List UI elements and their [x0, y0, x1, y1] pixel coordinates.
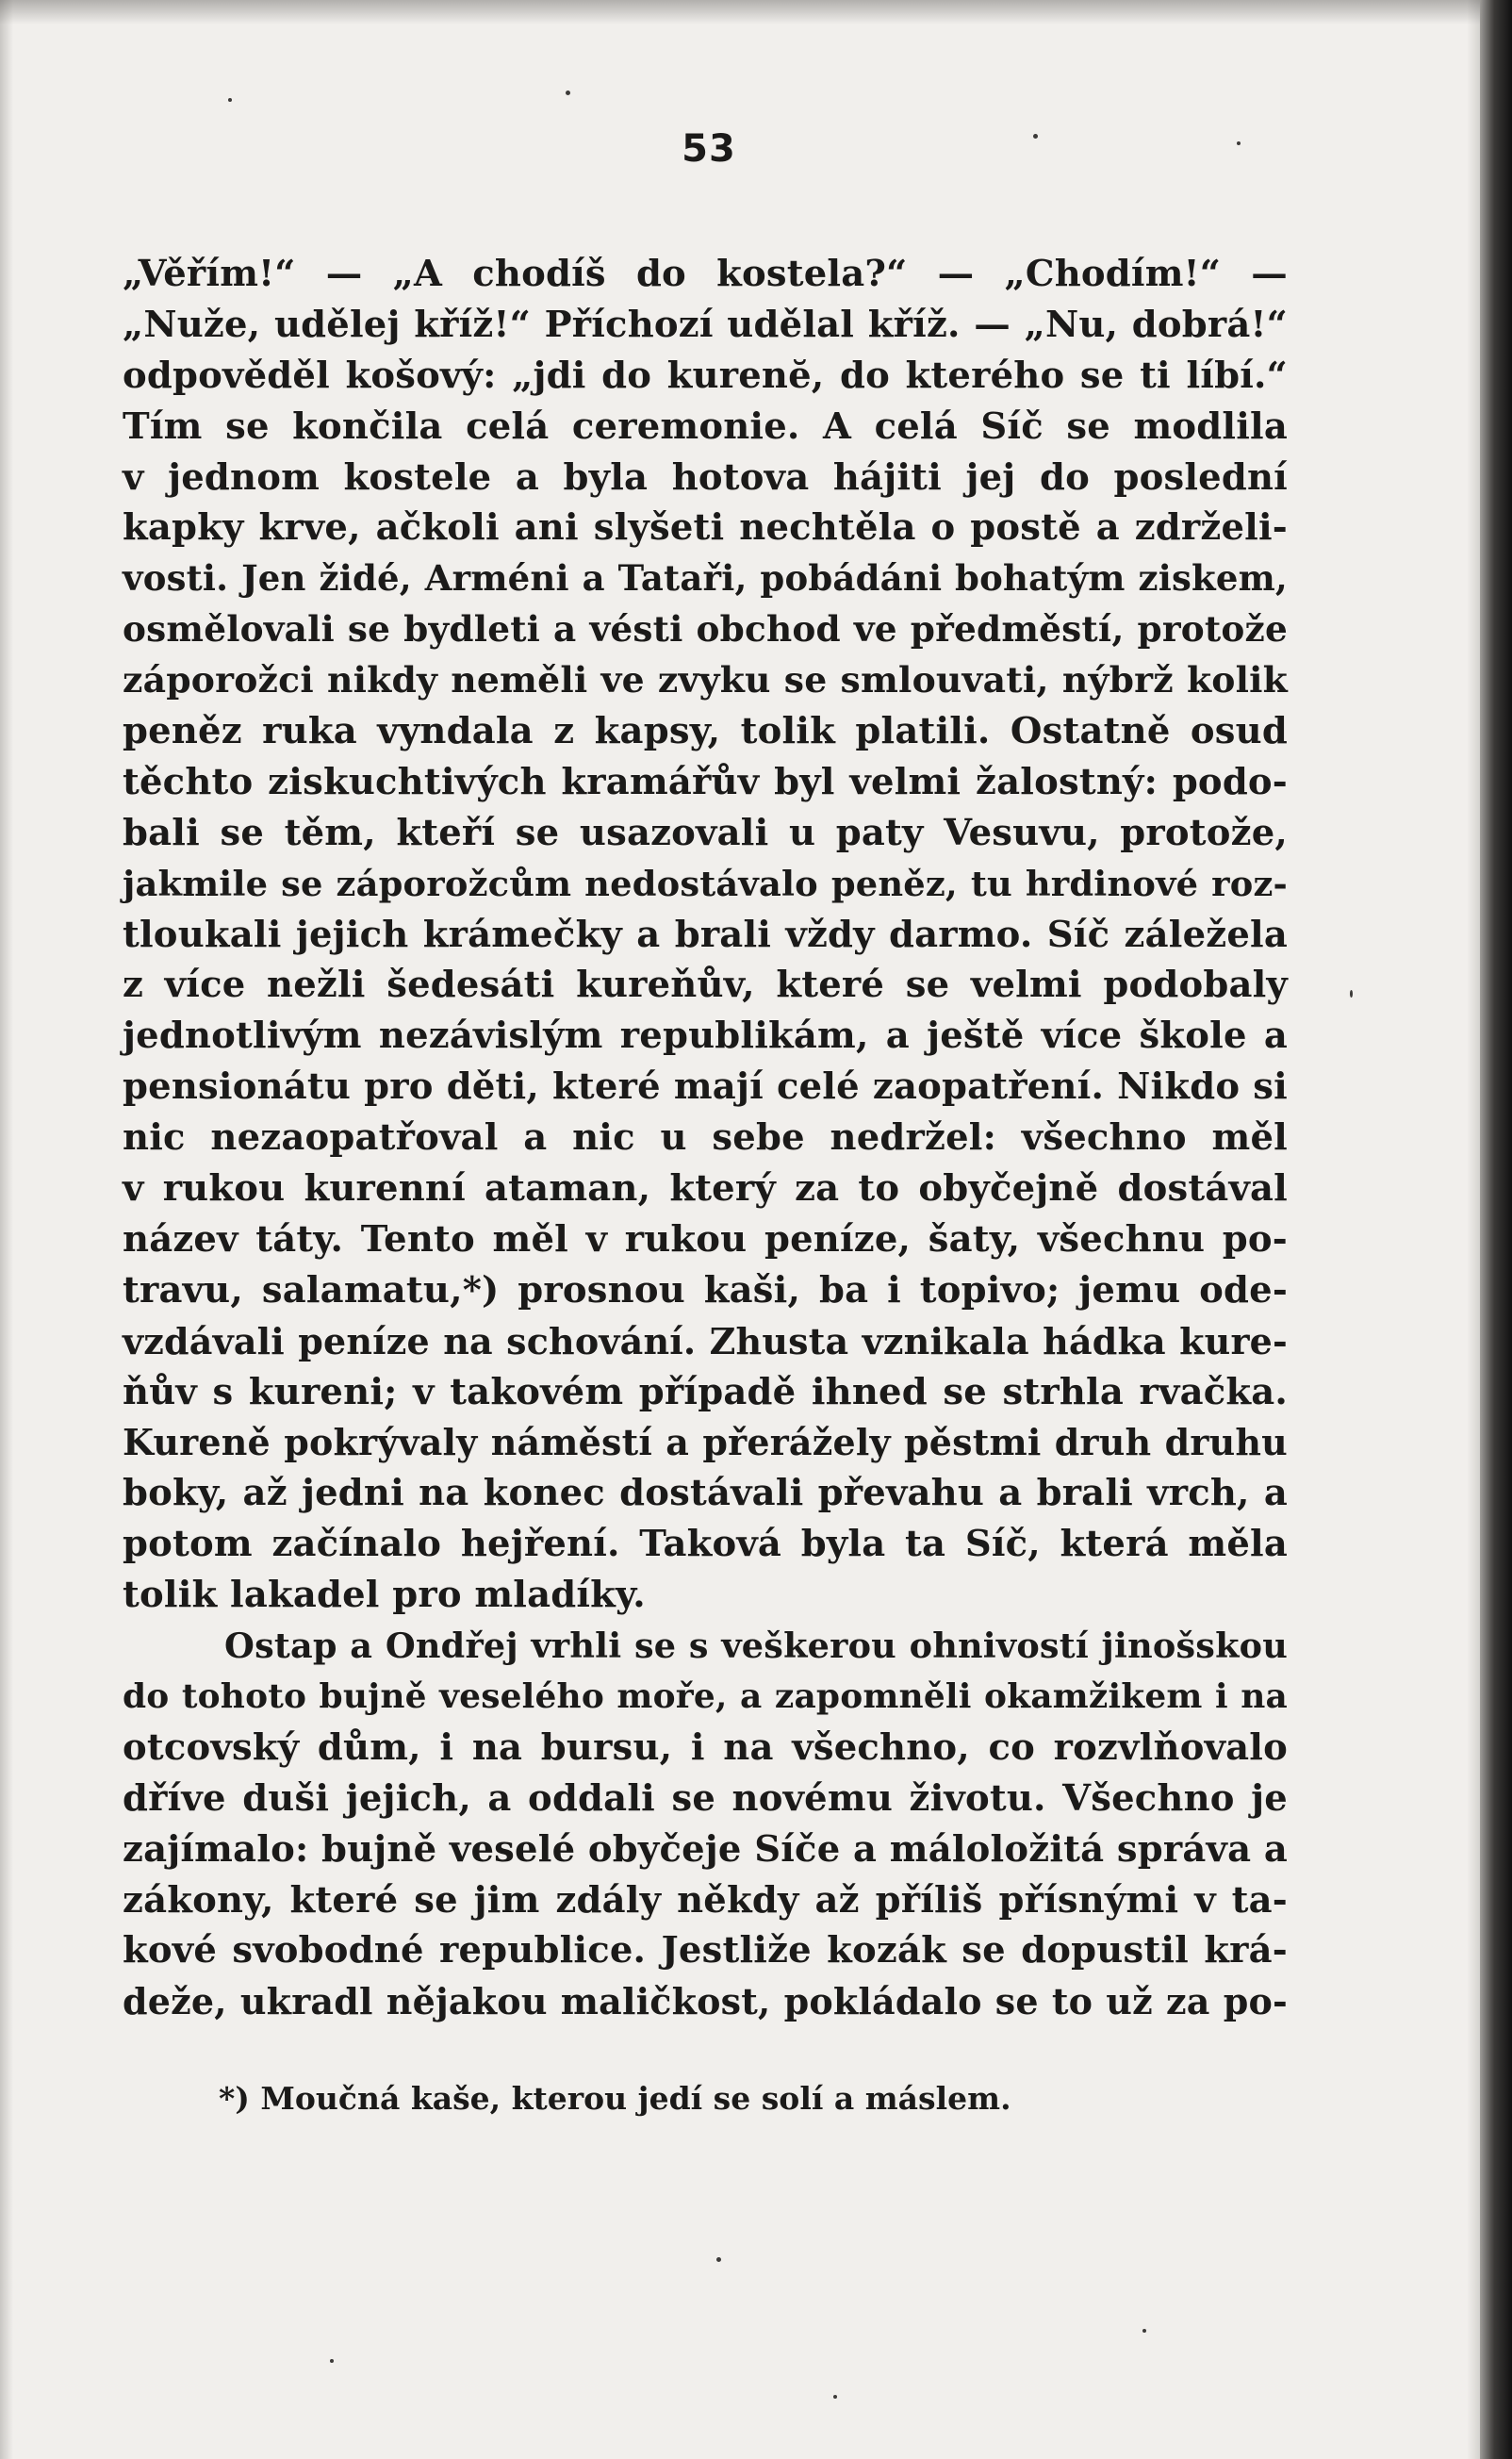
scan-edge-top [0, 0, 1512, 25]
text-line: ňův s kureni; v takovém případě ihned se strhla rvačka. [123, 1370, 1288, 1413]
text-line: boky, až jedni na konec dostávali převahu a brali vrch, a [123, 1472, 1288, 1515]
text-line: v rukou kurenní ataman, který za to obyčejně dostával [123, 1167, 1288, 1211]
text-line: tolik lakadel pro mladíky. [123, 1574, 646, 1617]
text-line: potom začínalo hejření. Taková byla ta Síč, která měla [123, 1523, 1288, 1566]
text-line: z více nežli šedesáti kureňův, které se velmi podobaly [123, 964, 1288, 1007]
scan-speck [1237, 141, 1241, 145]
text-line: odpověděl košový: „jdi do kurenĕ, do kterého se ti líbí.“ [123, 354, 1288, 397]
scan-speck [833, 2395, 837, 2399]
text-line: kové svobodné republice. Jestliže kozák se dopustil krá- [123, 1929, 1288, 1972]
text-line: tloukali jejich krámečky a brali vždy darmo. Síč záležela [123, 913, 1288, 956]
text-line: název táty. Tento měl v rukou peníze, šaty, všechnu po- [123, 1217, 1288, 1261]
text-line: jakmile se záporožcům nedostávalo peněz, tu hrdinové roz- [123, 862, 1288, 904]
text-line: travu, salamatu,*) prosnou kaši, ba i topivo; jemu ode- [123, 1268, 1288, 1312]
text-line: Tím se končila celá ceremonie. A celá Síč se modlila [123, 404, 1288, 448]
body-text [123, 249, 1288, 2027]
scan-edge-right-shadow [1467, 0, 1480, 2459]
scan-speck [566, 91, 570, 95]
scan-speck [330, 2359, 334, 2363]
text-line: „Věřím!“ — „A chodíš do kostela?“ — „Chodím!“ — [123, 253, 1288, 295]
text-line: bali se těm, kteří se usazovali u paty Vesuvu, protože, [123, 811, 1288, 854]
scan-speck [228, 98, 232, 102]
text-line: záporožci nikdy neměli ve zvyku se smlouvati, nýbrž kolik [123, 659, 1288, 701]
scan-edge-left [0, 0, 13, 2459]
text-line: pensionátu pro děti, které mají celé zaopatření. Nikdo si [123, 1065, 1288, 1109]
text-line: otcovský dům, i na bursu, i na všechno, co rozvlňovalo [123, 1725, 1288, 1769]
text-line: peněz ruka vyndala z kapsy, tolik platili. Ostatně osud [123, 710, 1288, 753]
page-number: 53 [682, 127, 736, 171]
text-line: zákony, které se jim zdály někdy až příliš přísnými v ta- [123, 1878, 1288, 1922]
footnote: *) Moučná kaše, kterou jedí se solí a máslem. [219, 2080, 1011, 2117]
text-line: jednotlivým nezávislým republikám, a ještě více škole a [123, 1015, 1288, 1058]
text-line: vosti. Jen židé, Arméni a Tataři, pobádáni bohatým ziskem, [123, 557, 1288, 600]
text-line: do tohoto bujně veselého moře, a zapomněli okamžikem i na [123, 1675, 1288, 1716]
text-line: Ostap a Ondřej vrhli se s veškerou ohnivostí jinošskou [224, 1626, 1288, 1667]
text-line: nic nezaopatřoval a nic u sebe nedržel: všechno měl [123, 1116, 1288, 1160]
text-line: deže, ukradl nějakou maličkost, pokládalo se to už za po- [123, 1980, 1288, 2023]
scan-speck [716, 2257, 721, 2262]
text-line: v jednom kostele a byla hotova hájiti jej do poslední [123, 455, 1288, 499]
scan-speck [1142, 2329, 1146, 2333]
text-line: Kureně pokrývaly náměstí a přerážely pěstmi druh druhu [123, 1421, 1288, 1464]
text-line: dříve duši jejich, a oddali se novému životu. Všechno je [123, 1776, 1288, 1820]
text-line: vzdávali peníze na schování. Zhusta vznikala hádka kure- [123, 1319, 1288, 1362]
text-line: „Nuže, udělej kříž!“ Příchozí udělal kříž. — „Nu, dobrá!“ [123, 303, 1288, 346]
scan-edge-right [1480, 0, 1512, 2459]
scan-speck [1350, 990, 1353, 998]
text-line: těchto ziskuchtivých kramářův byl velmi žalostný: podo- [123, 760, 1288, 803]
paragraph-1 [123, 249, 1288, 1621]
scan-speck [1033, 134, 1038, 139]
paragraph-2 [123, 1621, 1288, 2027]
text-line: osmělovali se bydleti a vésti obchod ve předměstí, protože [123, 608, 1288, 651]
text-line: zajímalo: bujně veselé obyčeje Síče a máloložitá správa a [123, 1827, 1288, 1871]
text-line: kapky krve, ačkoli ani slyšeti nechtěla o postě a zdrželi- [123, 506, 1288, 550]
